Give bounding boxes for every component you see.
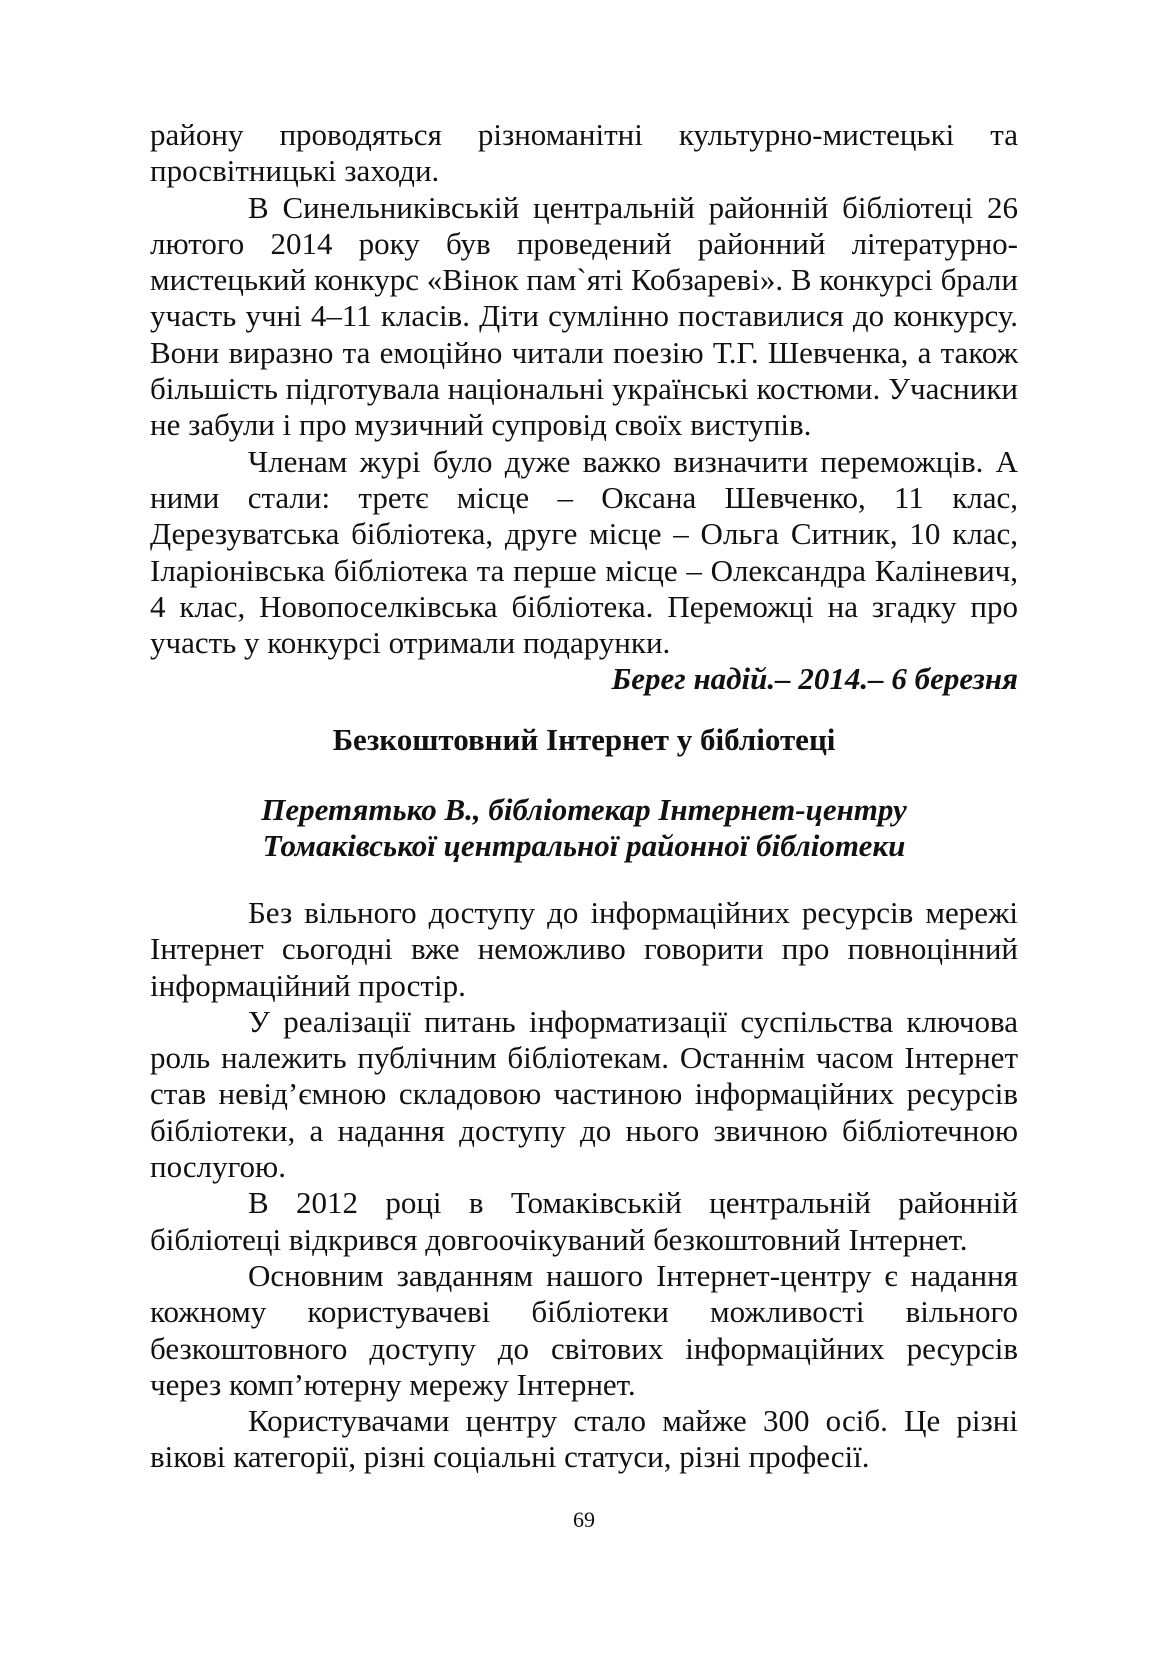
- source-citation: Берег надій.– 2014.– 6 березня: [611, 661, 1018, 697]
- byline-line-2: Томаківської центральної районної бібліотеки: [262, 828, 906, 863]
- paragraph-winners: Членам журі було дуже важко визначити переможців. А ними стали: третє місце – Оксана Шевченко, 11 клас, Дерезуватська бібліотека, друге місце – Ольга Ситник, 10 клас, Іларіонівська бібліотека та перше місце – Олександра Каліневич, 4 клас, Новопоселківська бібліотека. Переможці на згадку про участь у конкурсі отримали подарунки.: [150, 443, 1018, 661]
- paragraph-3: В 2012 році в Томаківській центральній районній бібліотеці відкрився довгоочікуваний безкоштовний Інтернет.: [150, 1185, 1018, 1257]
- paragraph-contest: В Синельниківській центральній районній бібліотеці 26 лютого 2014 року був проведений районний літературно-мистецький конкурс «Вінок пам`яті Кобзареві». В конкурсі брали участь учні 4–11 класів. Діти сумлінно поставилися до конкурсу. Вони виразно та емоційно читали поезію Т.Г. Шевченка, а також більшість підготувала національні українські костюми. Учасники не забули і про музичний супровід своїх виступів.: [150, 189, 1018, 443]
- paragraph-4: Основним завданням нашого Інтернет-центру є надання кожному користувачеві бібліотеки можливості вільного безкоштовного доступу до світових інформаційних ресурсів через комп’ютерну мережу Інтернет.: [150, 1257, 1018, 1402]
- paragraph-5: Користувачами центру стало майже 300 осіб. Це різні вікові категорії, різні соціальні статуси, різні професії.: [150, 1403, 1018, 1475]
- paragraph-continuation: району проводяться різноманітні культурно-мистецькі та просвітницькі заходи.: [150, 117, 1018, 189]
- article-body: [150, 895, 1018, 1476]
- paragraph-2: У реалізації питань інформатизації суспільства ключова роль належить публічним бібліотекам. Останнім часом Інтернет став невід’ємною складовою частиною інформаційних ресурсів бібліотеки, а надання доступу до нього звичною бібліотечною послугою.: [150, 1003, 1018, 1185]
- article-title: Безкоштовний Інтернет у бібліотеці: [332, 722, 836, 757]
- byline-line-1: Перетятько В., бібліотекар Інтернет-центру: [261, 792, 907, 827]
- top-section: [150, 117, 1018, 697]
- article-byline: [150, 792, 1018, 864]
- paragraph-1: Без вільного доступу до інформаційних ресурсів мережі Інтернет сьогодні вже неможливо говорити про повноцінний інформаційний простір.: [150, 895, 1018, 1003]
- page-number: 69: [573, 1507, 595, 1532]
